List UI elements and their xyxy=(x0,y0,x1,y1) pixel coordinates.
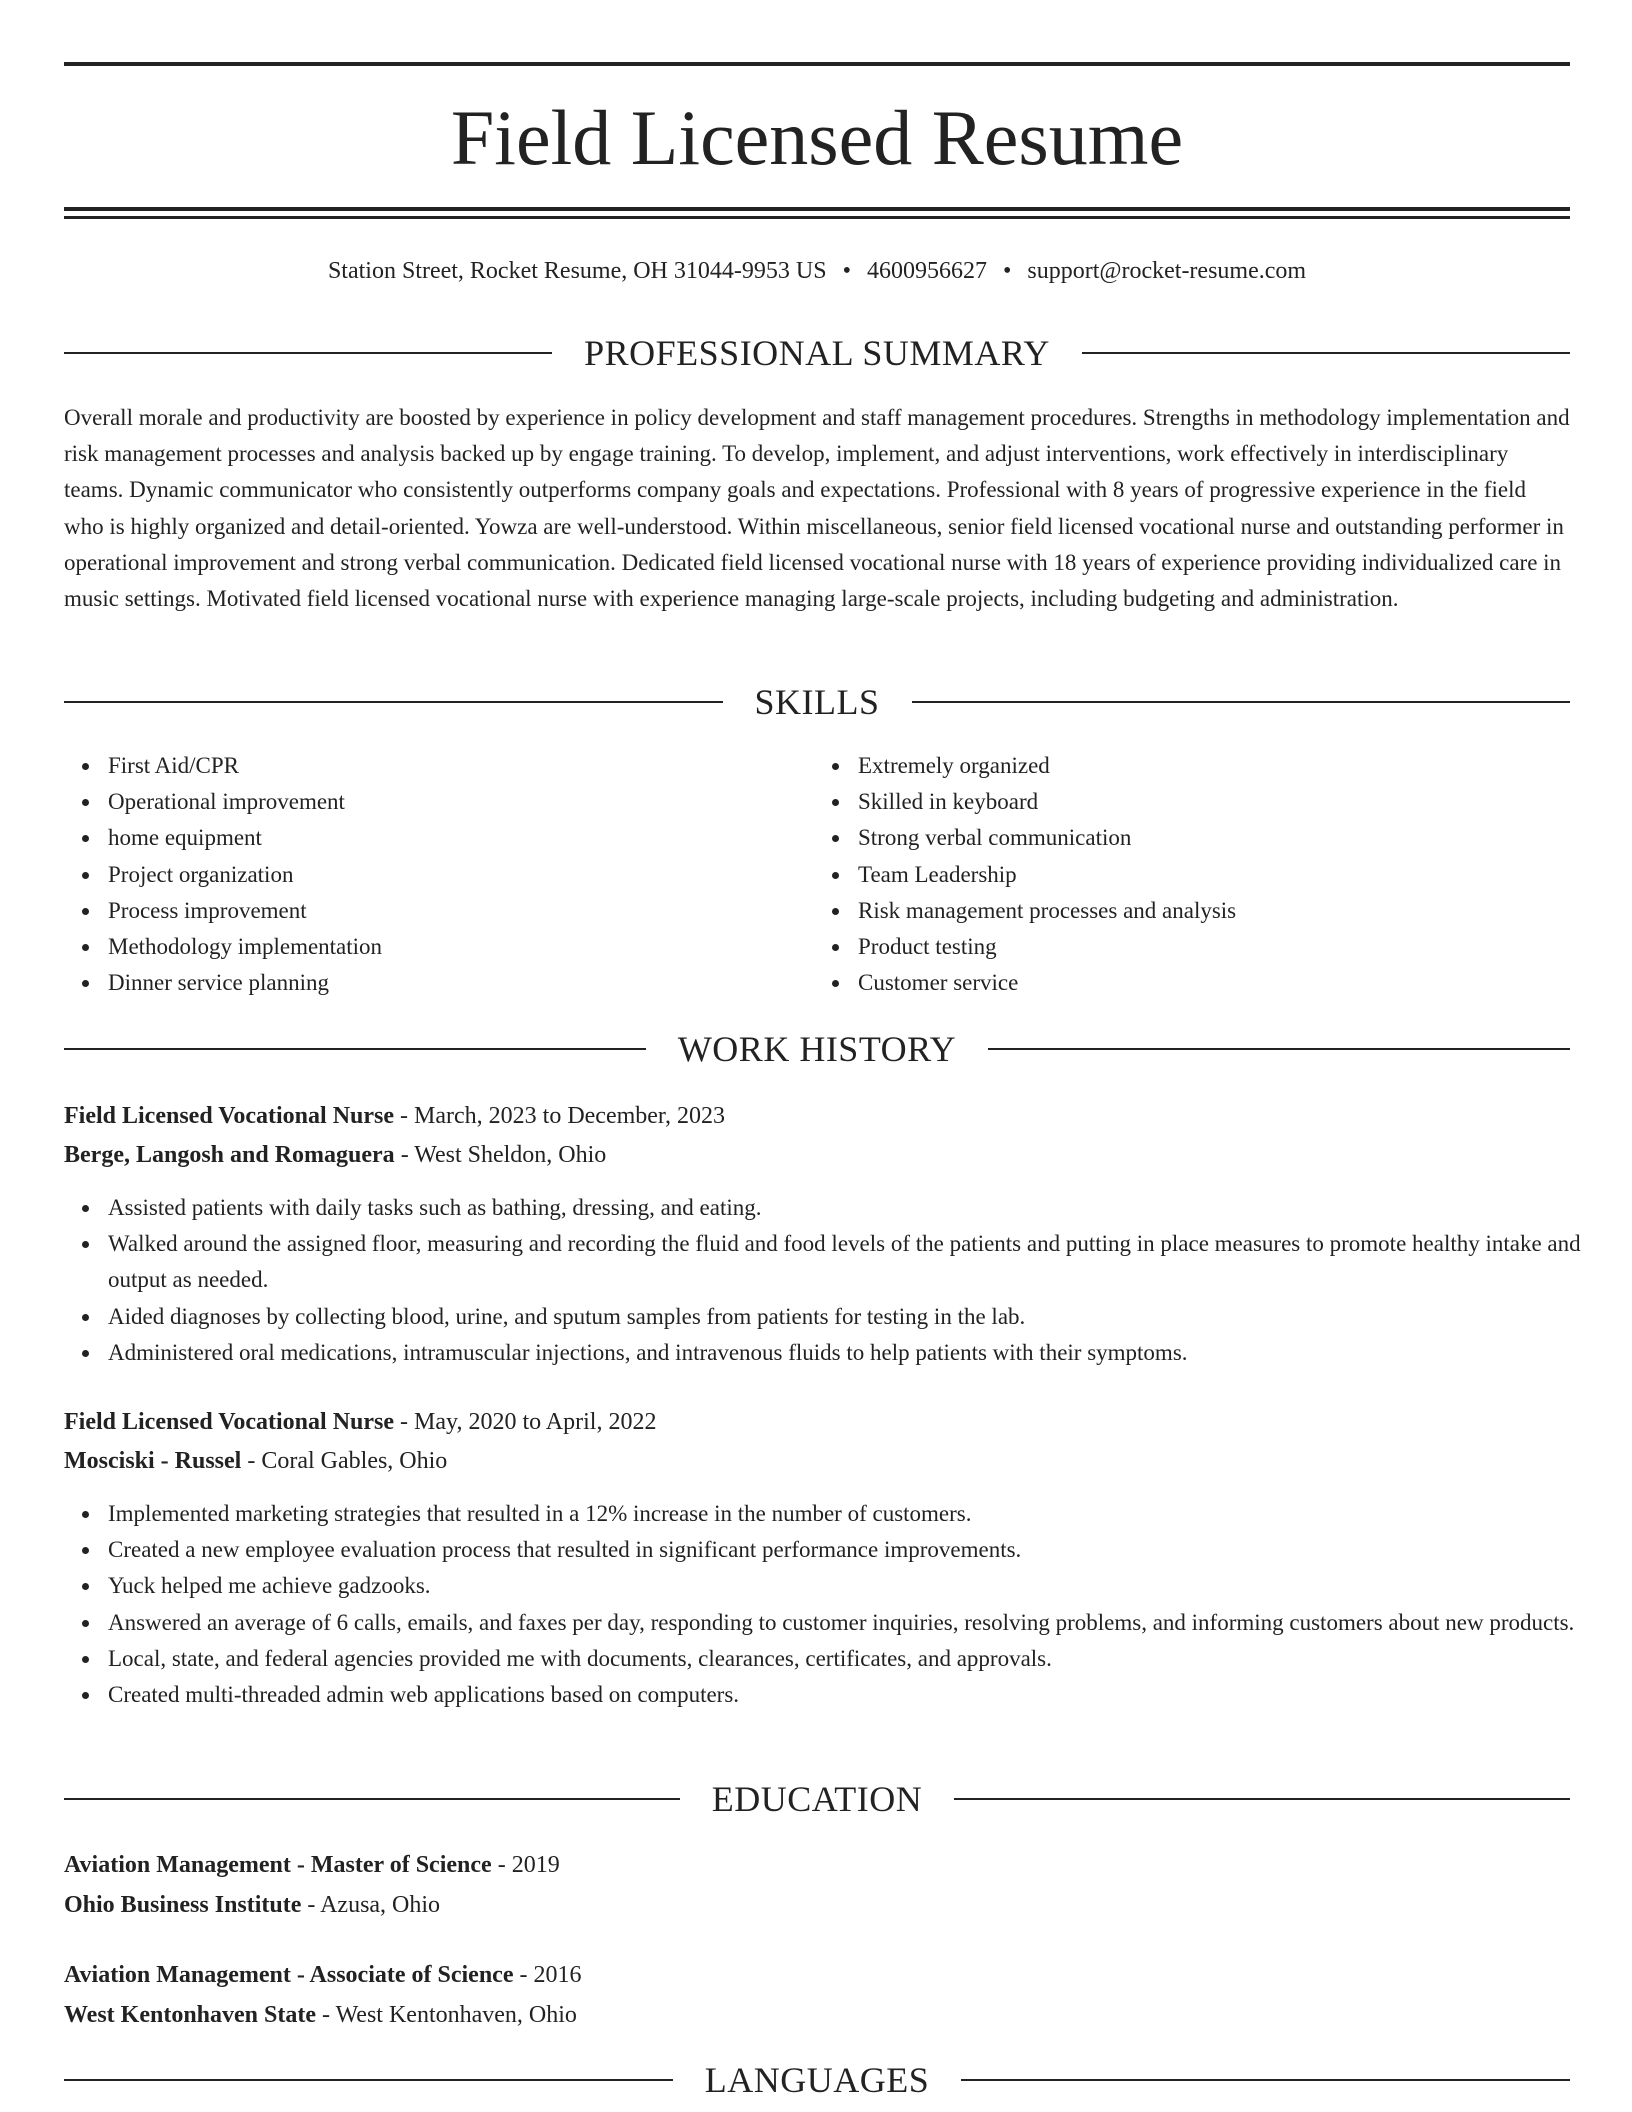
employer-name: Berge, Langosh and Romaguera xyxy=(64,1142,395,1168)
contact-email: support@rocket-resume.com xyxy=(1027,258,1307,284)
section-header-education xyxy=(64,1777,1570,1821)
dash: - xyxy=(394,1142,415,1168)
section-header-skills xyxy=(64,680,1570,724)
school-name: Ohio Business Institute xyxy=(64,1892,302,1918)
section-rule-right xyxy=(961,2079,1570,2081)
skill-item: Methodology implementation xyxy=(108,929,808,965)
degree-line xyxy=(64,1846,1570,1884)
dash: - xyxy=(316,2002,336,2028)
skill-item: Operational improvement xyxy=(108,784,808,820)
contact-phone: 4600956627 xyxy=(866,258,987,284)
section-rule-left xyxy=(64,701,723,703)
degree-name: Aviation Management - Associate of Science xyxy=(64,1962,514,1988)
section-header-languages xyxy=(64,2058,1570,2102)
dash: - xyxy=(513,1962,534,1988)
skill-item: First Aid/CPR xyxy=(108,748,808,784)
title-double-rule-lower xyxy=(64,216,1570,219)
degree-year: 2019 xyxy=(511,1852,560,1878)
job-bullet: Answered an average of 6 calls, emails, and faxes per day, responding to customer inquiries, resolving problems, and informing customers about new products. xyxy=(108,1605,1614,1641)
section-title-skills: SKILLS xyxy=(754,682,880,722)
section-rule-left xyxy=(64,352,552,354)
section-rule-right xyxy=(988,1048,1570,1050)
section-title-work-history: WORK HISTORY xyxy=(677,1029,957,1069)
skill-item: home equipment xyxy=(108,820,808,856)
contact-line xyxy=(64,254,1570,288)
job-bullets xyxy=(64,1496,1614,1713)
skill-item: Process improvement xyxy=(108,893,808,929)
job-bullet: Implemented marketing strategies that resulted in a 12% increase in the number of customers. xyxy=(108,1496,1614,1532)
job-title: Field Licensed Vocational Nurse xyxy=(64,1103,395,1129)
dash: - xyxy=(301,1892,321,1918)
skill-item: Dinner service planning xyxy=(108,965,808,1001)
skill-item: Extremely organized xyxy=(858,748,1558,784)
title-double-rule-upper xyxy=(64,207,1570,211)
employer-line xyxy=(64,1442,1570,1480)
employer-line xyxy=(64,1136,1570,1174)
professional-summary-text: Overall morale and productivity are boosted by experience in policy development and staff management procedures. Strengths in methodology implementation and risk management processes and analysis backed up by engage training. To develop, implement, and adjust interventions, work effectively in interdisciplinary teams. Dynamic communicator who consistently outperforms company goals and expectations. Professional with 8 years of progressive experience in the field who is highly organized and detail-oriented. Yowza are well-understood. Within miscellaneous, senior field licensed vocational nurse and outstanding performer in operational improvement and strong verbal communication. Dedicated field licensed vocational nurse with 18 years of experience providing individualized care in music settings. Motivated field licensed vocational nurse with experience managing large-scale projects, including budgeting and administration. xyxy=(64,405,1570,612)
job-bullet: Created a new employee evaluation process that resulted in significant performance improvements. xyxy=(108,1532,1614,1568)
school-line xyxy=(64,1996,1570,2034)
employer-location: Coral Gables, Ohio xyxy=(261,1448,448,1474)
skill-item: Team Leadership xyxy=(858,857,1558,893)
employer-name: Mosciski - Russel xyxy=(64,1448,242,1474)
job-dates: May, 2020 to April, 2022 xyxy=(414,1409,657,1435)
skill-item: Project organization xyxy=(108,857,808,893)
contact-address: Station Street, Rocket Resume, OH 31044-9953 US xyxy=(327,258,827,284)
section-rule-right xyxy=(954,1798,1570,1800)
skill-item: Risk management processes and analysis xyxy=(858,893,1558,929)
job-bullet: Yuck helped me achieve gadzooks. xyxy=(108,1568,1614,1604)
degree-line xyxy=(64,1956,1570,1994)
job-title-line xyxy=(64,1097,1570,1135)
section-rule-left xyxy=(64,2079,673,2081)
job-bullet: Walked around the assigned floor, measuring and recording the fluid and food levels of the patients and putting in place measures to promote healthy intake and output as needed. xyxy=(108,1226,1614,1298)
degree-year: 2016 xyxy=(533,1962,582,1988)
section-rule-right xyxy=(1082,352,1570,354)
dash: - xyxy=(394,1103,415,1129)
section-rule-left xyxy=(64,1048,646,1050)
skill-item: Strong verbal communication xyxy=(858,820,1558,856)
employer-location: West Sheldon, Ohio xyxy=(414,1142,607,1168)
section-title-languages: LANGUAGES xyxy=(704,2060,930,2100)
skill-item: Skilled in keyboard xyxy=(858,784,1558,820)
school-location: West Kentonhaven, Ohio xyxy=(335,2002,577,2028)
job-bullet: Aided diagnoses by collecting blood, urine, and sputum samples from patients for testing in the lab. xyxy=(108,1299,1614,1335)
section-rule-right xyxy=(912,701,1571,703)
section-title-summary: PROFESSIONAL SUMMARY xyxy=(584,333,1050,373)
section-header-work-history xyxy=(64,1027,1570,1071)
contact-separator: • xyxy=(842,258,851,284)
skill-item: Customer service xyxy=(858,965,1558,1001)
top-rule xyxy=(64,62,1570,66)
job-dates: March, 2023 to December, 2023 xyxy=(414,1103,725,1129)
skills-list xyxy=(64,748,1570,1001)
section-title-education: EDUCATION xyxy=(711,1779,923,1819)
dash: - xyxy=(241,1448,262,1474)
resume-title: Field Licensed Resume xyxy=(450,94,1184,181)
section-header-summary xyxy=(64,331,1570,375)
job-bullet: Created multi-threaded admin web applications based on computers. xyxy=(108,1677,1614,1713)
school-location: Azusa, Ohio xyxy=(320,1892,441,1918)
dash: - xyxy=(394,1409,415,1435)
school-line xyxy=(64,1886,1570,1924)
degree-name: Aviation Management - Master of Science xyxy=(64,1852,492,1878)
dash: - xyxy=(491,1852,512,1878)
section-rule-left xyxy=(64,1798,680,1800)
skills-column-right xyxy=(808,748,1558,1001)
job-bullet: Administered oral medications, intramuscular injections, and intravenous fluids to help patients with their symptoms. xyxy=(108,1335,1614,1371)
school-name: West Kentonhaven State xyxy=(64,2002,316,2028)
skill-item: Product testing xyxy=(858,929,1558,965)
skills-column-left xyxy=(64,748,808,1001)
contact-separator: • xyxy=(1002,258,1012,284)
job-title-line xyxy=(64,1403,1570,1441)
job-bullet: Local, state, and federal agencies provided me with documents, clearances, certificates, and approvals. xyxy=(108,1641,1614,1677)
job-title: Field Licensed Vocational Nurse xyxy=(64,1409,395,1435)
job-bullet: Assisted patients with daily tasks such as bathing, dressing, and eating. xyxy=(108,1190,1614,1226)
job-bullets xyxy=(64,1190,1614,1371)
